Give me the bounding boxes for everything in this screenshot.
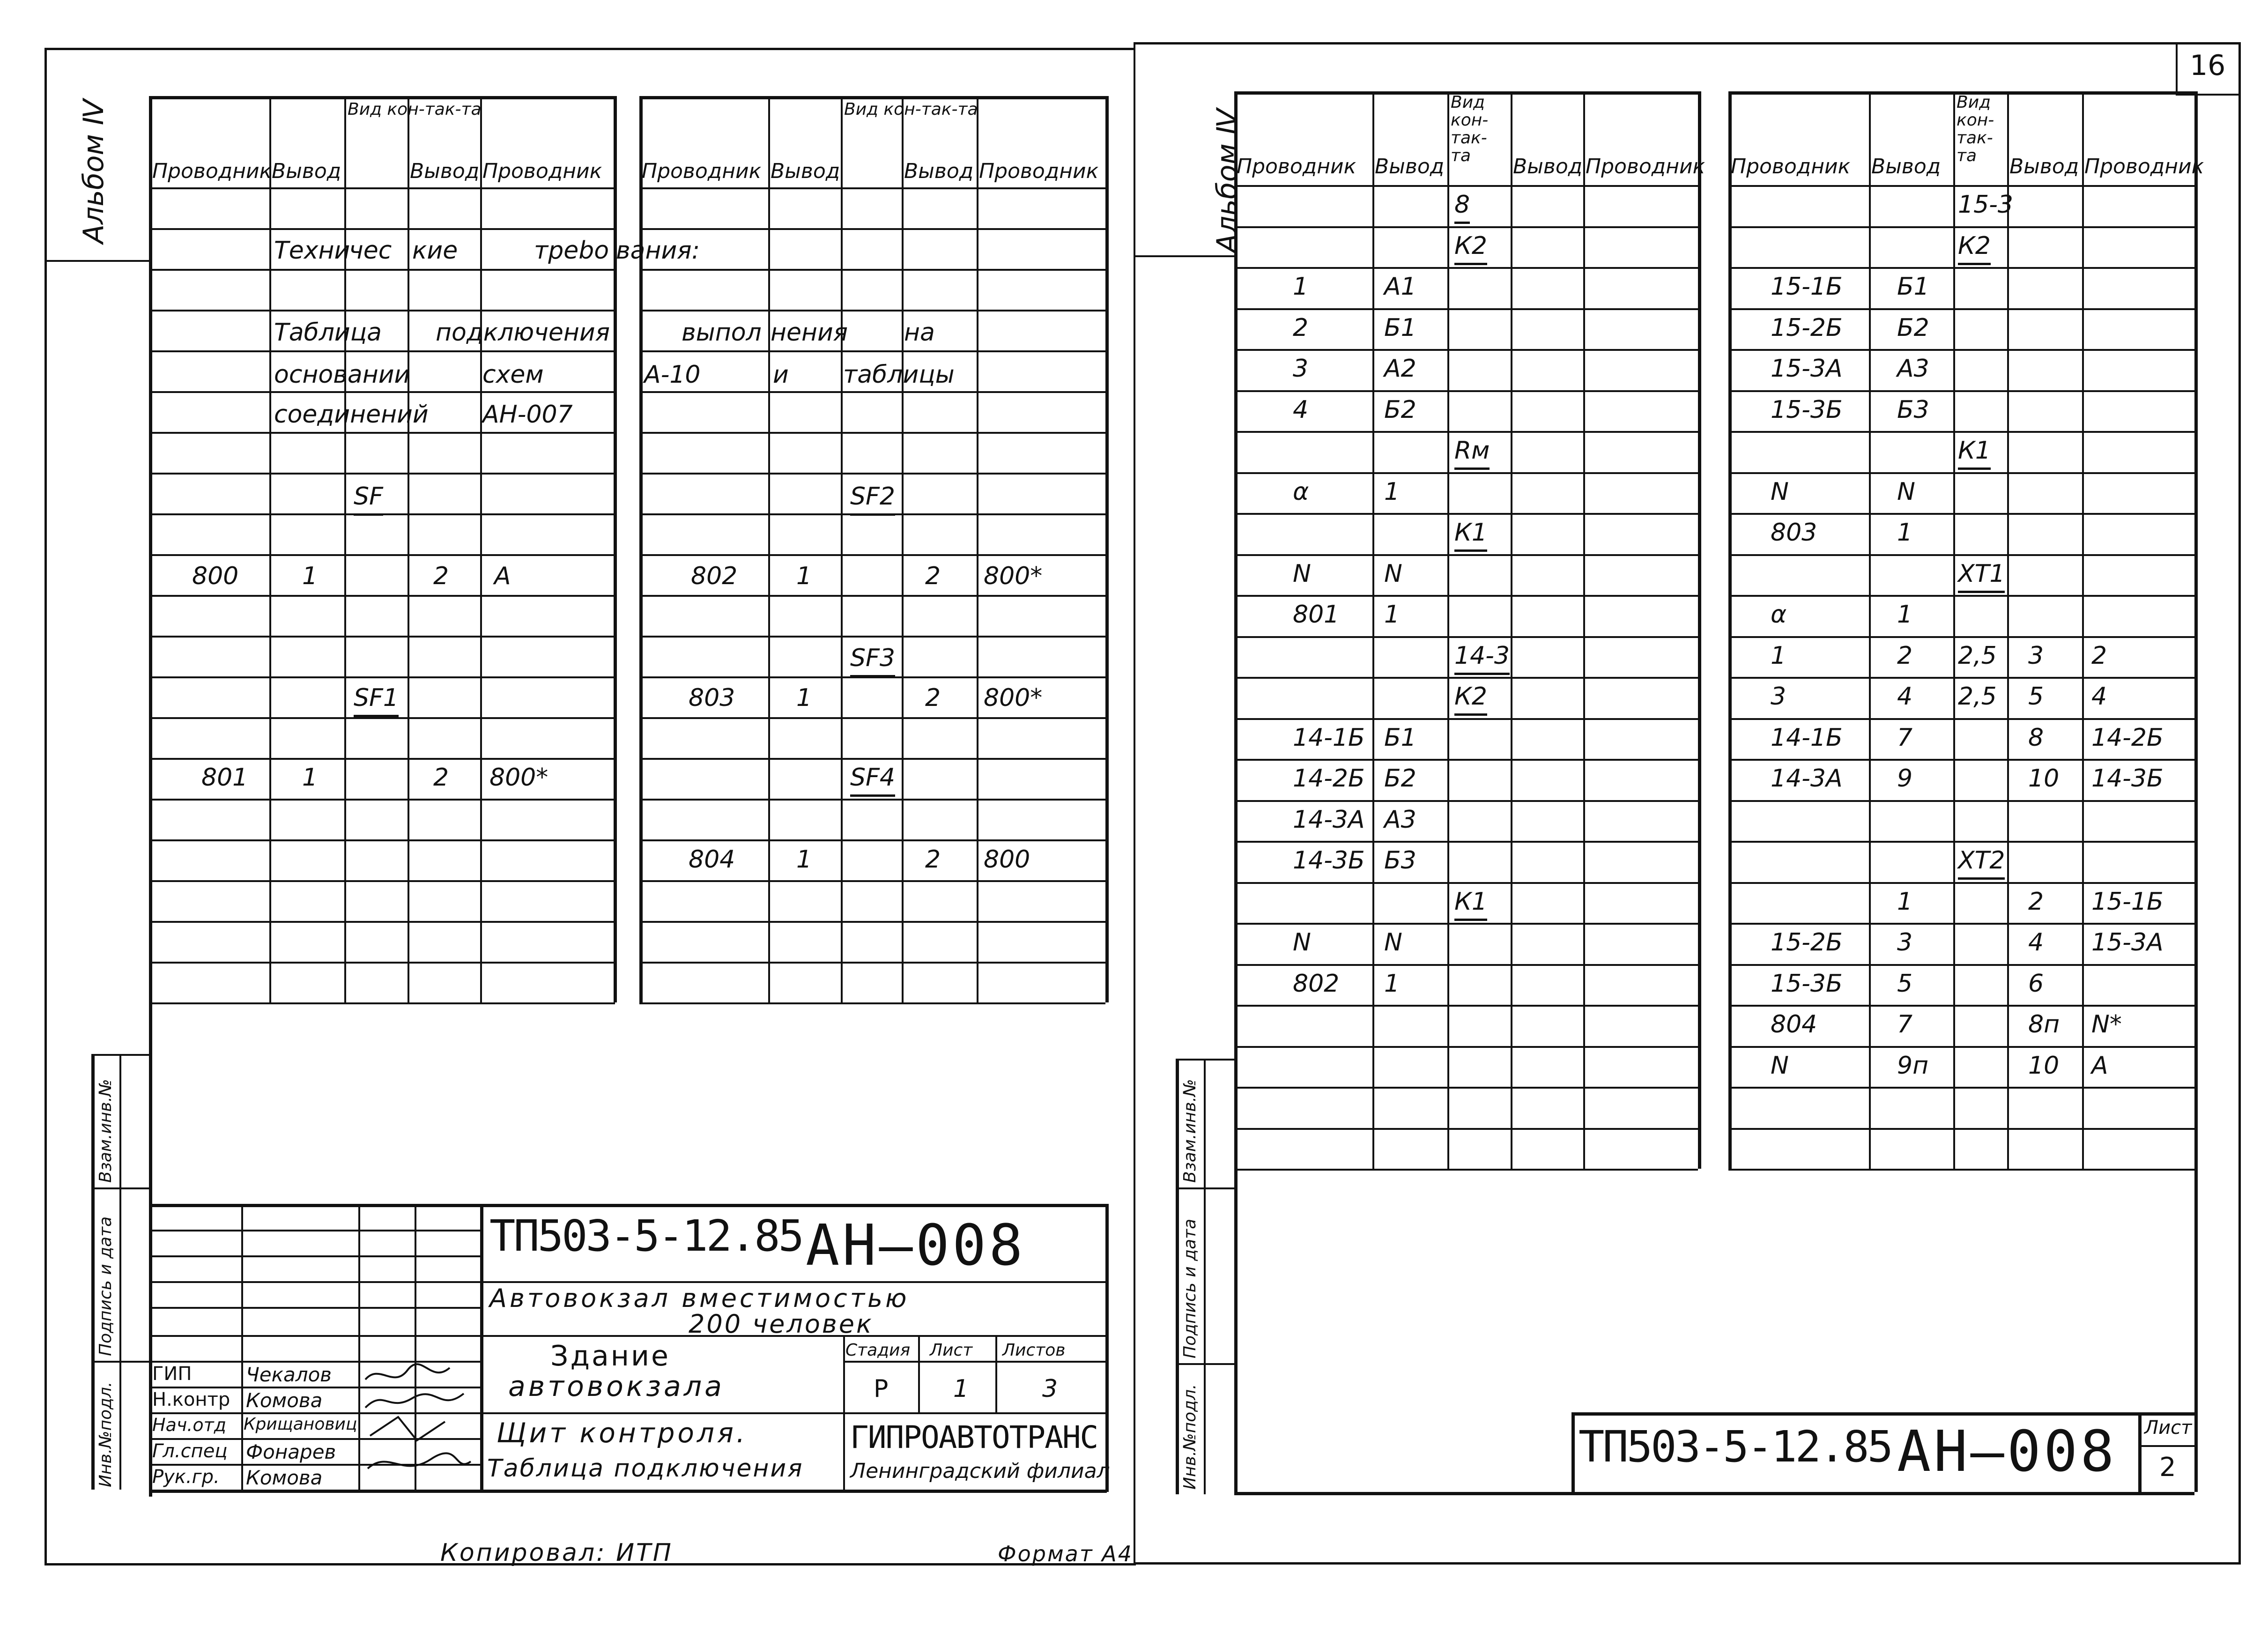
table-cell: 15-2Б: [1771, 928, 1843, 957]
left-header-contact-1: Вид кон-так-та: [348, 100, 482, 119]
table-cell: 1: [1897, 601, 1913, 629]
left-header-conductor-3: Проводник: [642, 159, 762, 183]
table-cell: 1: [1384, 601, 1400, 629]
table-cell: 15-3Б: [1771, 969, 1843, 998]
left-header-terminal-1: Вывод: [272, 159, 341, 183]
contact-sf1: SF1: [354, 684, 399, 717]
contact-label: 15-3: [1958, 191, 2014, 219]
table-cell: 4: [2091, 682, 2107, 711]
table-cell: 14-1Б: [1771, 723, 1843, 752]
left-doc-code: ТП503-5-12.85: [489, 1211, 803, 1261]
table-cell: 10: [2028, 764, 2060, 793]
table-cell: 4: [1897, 682, 1913, 711]
table-cell: Б1: [1897, 273, 1929, 301]
table-cell: 7: [1897, 723, 1913, 752]
table-cell: N: [1384, 559, 1402, 588]
table-cell: А: [2091, 1051, 2108, 1080]
table-cell: N*: [2091, 1010, 2122, 1039]
table-cell: 802: [1293, 969, 1340, 998]
table-cell: 1: [1897, 887, 1913, 916]
left-footer-format: Формат А4: [998, 1541, 1133, 1566]
table-cell: 804: [1771, 1010, 1817, 1039]
contact-label: 2,5: [1958, 641, 1997, 670]
left-sheet: [44, 48, 1136, 1565]
table-cell: 3: [2028, 641, 2044, 670]
left-header-terminal-2: Вывод: [410, 159, 480, 183]
table-cell: 15-1Б: [1771, 273, 1843, 301]
contact-sf3: SF3: [850, 644, 895, 677]
contact-sf4: SF4: [850, 764, 895, 797]
page-number: 16: [2190, 49, 2226, 82]
table-cell: 14-2Б: [2091, 723, 2164, 752]
table-cell: Б1: [1384, 723, 1416, 752]
table-cell: 15-2Б: [1771, 313, 1843, 342]
contact-label: 2,5: [1958, 682, 1997, 711]
table-cell: N: [1771, 477, 1789, 506]
table-cell: 3: [1897, 928, 1913, 957]
table-cell: 14-3А: [1771, 764, 1843, 793]
table-cell: 1: [1384, 477, 1400, 506]
table-cell: N: [1293, 559, 1311, 588]
contact-label: Rм: [1454, 437, 1490, 470]
table-cell: 9п: [1897, 1051, 1929, 1080]
table-cell: 4: [1293, 395, 1309, 424]
table-cell: N: [1897, 477, 1915, 506]
table-cell: 14-3Б: [1293, 846, 1365, 875]
table-cell: А3: [1384, 805, 1416, 834]
table-cell: N: [1771, 1051, 1789, 1080]
table-cell: 803: [1771, 519, 1817, 547]
contact-label: 8: [1454, 191, 1470, 224]
left-header-contact-2: Вид кон-так-та: [844, 100, 978, 119]
contact-label: К1: [1454, 519, 1487, 552]
table-cell: А2: [1384, 355, 1416, 383]
table-cell: 5: [2028, 682, 2044, 711]
album-label: Альбом Ⅳ: [77, 99, 110, 244]
table-cell: 6: [2028, 969, 2044, 998]
table-cell: Б2: [1384, 395, 1416, 424]
table-cell: N: [1384, 928, 1402, 957]
contact-sf2: SF2: [850, 482, 895, 516]
left-footer-copied: Копировал: ИТП: [440, 1539, 673, 1567]
table-cell: Б2: [1897, 313, 1929, 342]
contact-label: К2: [1454, 232, 1487, 265]
table-cell: α: [1293, 477, 1309, 506]
table-cell: 1: [1771, 641, 1786, 670]
left-header-conductor-4: Проводник: [979, 159, 1099, 183]
table-cell: А1: [1384, 273, 1416, 301]
table-cell: 1: [1897, 519, 1913, 547]
contact-label: ХТ2: [1958, 846, 2005, 880]
table-cell: 1: [1384, 969, 1400, 998]
table-cell: 2: [2028, 887, 2044, 916]
table-cell: 15-1Б: [2091, 887, 2164, 916]
table-cell: N: [1293, 928, 1311, 957]
left-header-conductor-1: Проводник: [152, 159, 272, 183]
table-cell: 2: [1897, 641, 1913, 670]
left-header-terminal-3: Вывод: [771, 159, 840, 183]
table-cell: 2: [1293, 313, 1309, 342]
table-cell: 14-3Б: [2091, 764, 2164, 793]
left-doc-mark: АН—008: [806, 1213, 1026, 1278]
table-cell: 5: [1897, 969, 1913, 998]
table-cell: Б1: [1384, 313, 1416, 342]
table-cell: 3: [1771, 682, 1786, 711]
table-cell: 4: [2028, 928, 2044, 957]
table-cell: α: [1771, 601, 1787, 629]
signatures: [361, 1361, 478, 1487]
table-cell: Б3: [1384, 846, 1416, 875]
contact-label: ХТ1: [1958, 560, 2005, 593]
right-album-label: Альбом Ⅳ: [1211, 108, 1244, 253]
contact-label: К2: [1958, 232, 1991, 265]
table-cell: 10: [2028, 1051, 2060, 1080]
contact-sf: SF: [354, 482, 383, 516]
table-cell: 1: [1293, 273, 1309, 301]
table-cell: Б3: [1897, 395, 1929, 424]
table-cell: 8п: [2028, 1010, 2060, 1039]
table-cell: 801: [1293, 601, 1340, 629]
left-header-conductor-2: Проводник: [482, 159, 602, 183]
table-cell: 2: [2091, 641, 2107, 670]
table-cell: 15-3А: [1771, 355, 1843, 383]
table-cell: 14-1Б: [1293, 723, 1365, 752]
table-cell: 7: [1897, 1010, 1913, 1039]
right-sheet: [1134, 42, 2241, 1565]
table-cell: 9: [1897, 764, 1913, 793]
table-cell: 8: [2028, 723, 2044, 752]
contact-label: 14-3: [1454, 642, 1510, 675]
contact-label: К1: [1958, 437, 1991, 470]
left-header-terminal-4: Вывод: [904, 159, 974, 183]
table-cell: 15-3Б: [1771, 395, 1843, 424]
contact-label: К2: [1454, 682, 1487, 716]
table-cell: Б2: [1384, 764, 1416, 793]
table-cell: А3: [1897, 355, 1929, 383]
table-cell: 15-3А: [2091, 928, 2164, 957]
table-cell: 3: [1293, 355, 1309, 383]
contact-label: К1: [1454, 888, 1487, 921]
table-cell: 14-2Б: [1293, 764, 1365, 793]
table-cell: 14-3А: [1293, 805, 1365, 834]
